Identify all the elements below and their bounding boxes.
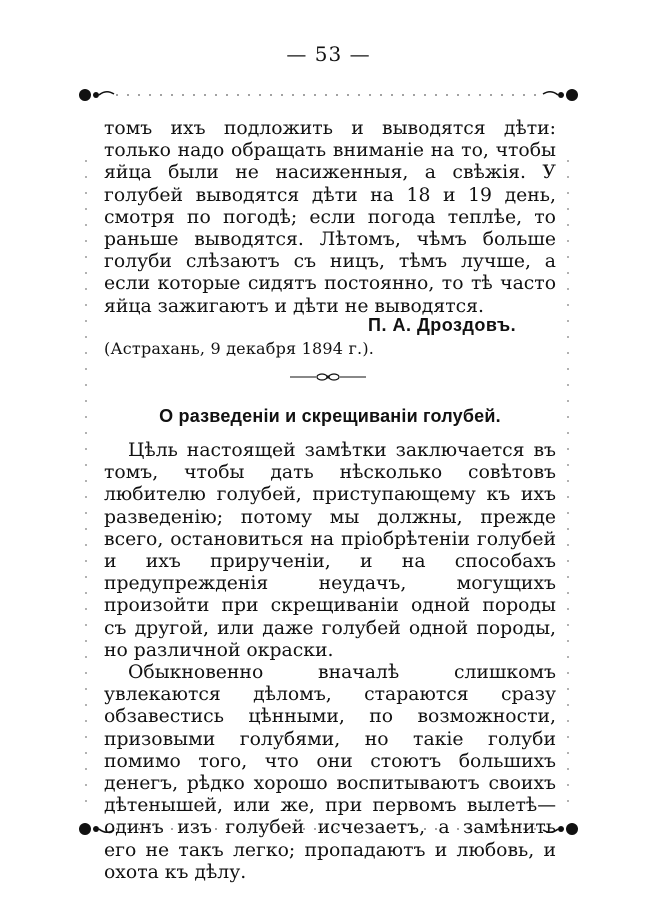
lower-text-block	[104, 440, 556, 884]
section-paragraph-1: Цѣль настоящей замѣтки заключается въ томъ, чтобы дать нѣсколько совѣтовъ любителю голубей, приступающему къ ихъ разведенію; потому мы должны, прежде всего, остановиться на пріобрѣтеніи голубей и ихъ прирученіи, и на способахъ предупрежденія неудачъ, могущихъ произойти при скрещиваніи одной породы съ другой, или даже голубей одной породы, но различной окраски.	[104, 440, 556, 661]
paragraph-continued: томъ ихъ подложить и выводятся дѣти: только надо обращать вниманіе на то, чтобы яйца были не насиженныя, а свѣжія. У голубей выводятся дѣти на 18 и 19 день, смотря по погодѣ; если погода теплѣе, то раньше выводятся. Лѣтомъ, чѣмъ больше голуби слѣзаютъ съ ницъ, тѣмъ лучше, а если которые сидятъ постоянно, то тѣ часто яйца зажигаютъ и дѣти не выводятся.	[104, 118, 556, 317]
place-date-line: (Астрахань, 9 декабря 1894 г.).	[104, 339, 375, 358]
ornament-top-right-icon	[541, 84, 581, 106]
top-border-rule	[116, 90, 541, 100]
page-number: — 53 —	[286, 42, 371, 66]
section-divider-ornament-icon	[290, 372, 366, 382]
ornament-top-left-icon	[76, 84, 116, 106]
left-border-dots	[84, 160, 88, 810]
section-heading: О разведеніи и скрещиваніи голубей.	[159, 406, 501, 426]
section-paragraph-2: Обыкновенно вначалѣ слишкомъ увлекаются дѣломъ, стараются сразу обзавестись цѣнными, по возможности, призовыми голубями, но такіе голуби помимо того, что они стоютъ большихъ денегъ, рѣдко хорошо воспитываютъ своихъ дѣтенышей, или же, при первомъ вылетѣ—одинъ изъ голубей исчезаетъ, а замѣнить его не такъ легко; пропадаютъ и любовь, и охота къ дѣлу.	[104, 662, 556, 883]
right-border-dots	[566, 160, 570, 810]
author-signature: П. А. Дроздовъ.	[368, 315, 517, 335]
upper-text-block	[104, 118, 556, 318]
